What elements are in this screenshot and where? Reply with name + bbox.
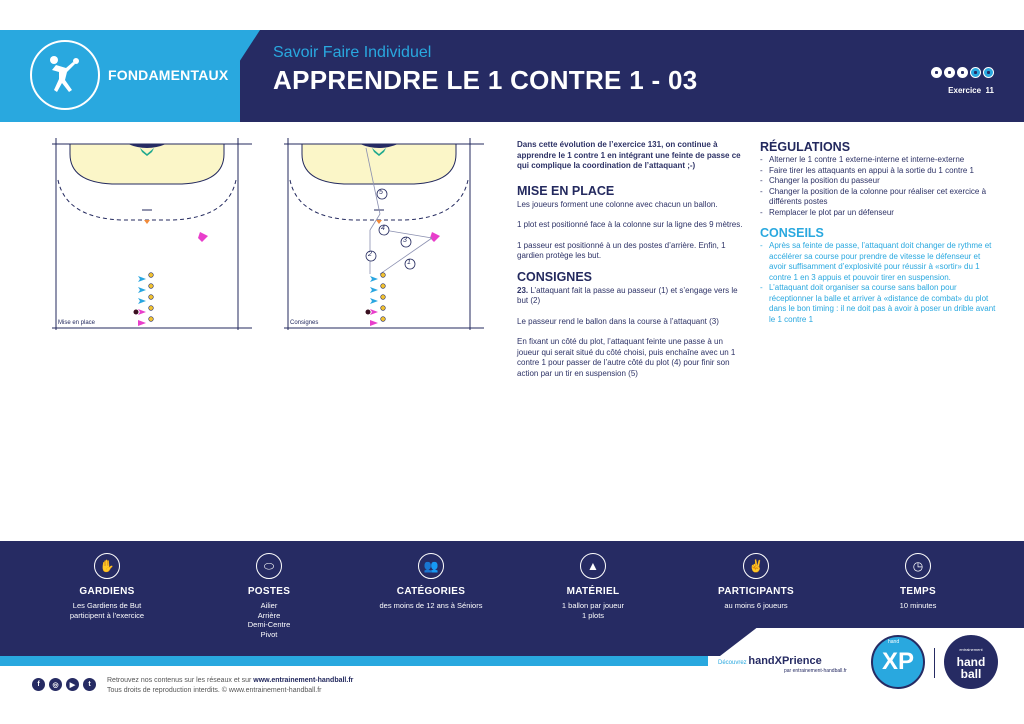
stopwatch-icon: ◷	[905, 553, 931, 579]
hb-logo-hand: hand	[956, 655, 986, 669]
info-line: au moins 6 joueurs	[724, 601, 788, 610]
path-number-4: 4	[381, 225, 385, 232]
info-line: Les Gardiens de But	[72, 601, 142, 610]
footer-copyright: Tous droits de reproduction interdits. © www.entrainement-handball.fr	[107, 687, 322, 694]
logo-separator	[934, 648, 935, 678]
instruction-text: L’attaquant fait la passe au passeur (1) et s’engage vers le but (2)	[517, 285, 738, 305]
hands-icon: ✌	[743, 553, 769, 579]
xp-logo-small: hand	[888, 639, 900, 645]
category-label: FONDAMENTAUX	[108, 67, 229, 83]
promo-by: par entrainement-handball.fr	[784, 668, 847, 674]
xp-logo-text: XP	[881, 648, 914, 675]
info-participants	[686, 553, 826, 611]
footer-line-1	[107, 677, 353, 684]
exercise-value: 11	[985, 86, 994, 95]
page-subtitle: Savoir Faire Individuel	[273, 44, 432, 61]
path-number-1: 1	[407, 259, 411, 266]
court-icon: ⬭	[256, 553, 282, 579]
info-label: TEMPS	[900, 586, 936, 597]
info-label: POSTES	[247, 586, 291, 597]
page-title: APPRENDRE LE 1 CONTRE 1 - 03	[273, 65, 698, 95]
instagram-icon[interactable]: ◎	[49, 678, 62, 691]
info-line: Arrière	[257, 610, 281, 620]
instructions-paragraph-3: En fixant un côté du plot, l’attaquant feinte une passe à un joueur qui serait situé du côté choisi, puis enchaîne avec un 1 contre 1 pour passer de l’autre côté du plot (4) pour finir son action par un tir en suspension (5)	[517, 337, 736, 378]
list-item: - Faire tirer les attaquants en appui à la sortie du 1 contre 1	[760, 166, 996, 177]
hb-logo-ball: ball	[960, 667, 982, 681]
diagram-label-setup: Mise en place	[58, 320, 96, 326]
right-column	[760, 140, 996, 325]
instructions-paragraph-1	[517, 286, 743, 307]
twitter-icon[interactable]: t	[83, 678, 96, 691]
people-icon: 👥	[418, 553, 444, 579]
path-number-5: 5	[379, 189, 383, 196]
list-item: - Alterner le 1 contre 1 externe-interne et interne-externe	[760, 155, 996, 166]
website-link[interactable]: www.entrainement-handball.fr	[253, 677, 354, 684]
info-line: des moins de 12 ans à Séniors	[379, 601, 483, 610]
regulations-list	[760, 155, 996, 218]
court-diagram-instructions	[284, 138, 484, 330]
diagram-label-instructions: Consignes	[290, 320, 319, 326]
setup-heading: MISE EN PLACE	[517, 183, 615, 198]
info-value	[37, 601, 177, 620]
ball-icon	[970, 67, 981, 78]
ball-icon	[944, 67, 955, 78]
info-line: 1 plots	[581, 610, 605, 620]
promo-discover: Découvrez	[718, 660, 747, 666]
info-value	[199, 601, 339, 639]
ball-icon	[983, 67, 994, 78]
info-line: Ailier	[260, 601, 278, 610]
info-equipment	[523, 553, 663, 620]
path-number-2: 2	[368, 251, 372, 258]
instruction-number: 23.	[517, 285, 529, 295]
info-line: Pivot	[260, 629, 278, 639]
handball-player-icon	[30, 40, 100, 110]
exercise-number	[948, 86, 994, 95]
info-positions	[199, 553, 339, 639]
info-label: PARTICIPANTS	[717, 586, 794, 597]
info-categories	[361, 553, 501, 611]
handball-logo[interactable]	[944, 635, 998, 689]
info-line: 1 ballon par joueur	[561, 601, 625, 610]
info-label: GARDIENS	[79, 586, 135, 597]
path-number-3: 3	[403, 237, 407, 244]
info-line: Demi-Centre	[247, 620, 291, 629]
info-value	[848, 601, 988, 611]
intro-text: Dans cette évolution de l’exercice 131, on continue à apprendre le 1 contre 1 en intégrant une feinte de passe ce qui complique la coordination de l’attaquant ;-)	[517, 140, 741, 170]
exercise-label: Exercice	[948, 86, 982, 95]
info-label: CATÉGORIES	[396, 586, 466, 597]
info-line: 10 minutes	[899, 601, 937, 610]
list-item: - Remplacer le plot par un défenseur	[760, 208, 996, 219]
hb-logo-top: entrainement	[959, 647, 983, 652]
instructions-paragraph-2: Le passeur rend le ballon dans la course à l’attaquant (3)	[517, 316, 719, 326]
regulations-heading: RÉGULATIONS	[760, 140, 851, 154]
list-item: - L’attaquant doit organiser sa course sans ballon pour réceptionner la balle et arriver à «distance de combat» du plot dans le bon timing : il ne doit pas à avoir à poser un drible avant le 1 contre 1	[760, 283, 996, 325]
footer-prefix: Retrouvez nos contenus sur les réseaux et sur	[107, 677, 254, 684]
ball-icon	[931, 67, 942, 78]
info-value	[361, 601, 501, 611]
cone-icon: ▲	[580, 553, 606, 579]
list-item: - Changer la position de la colonne pour réaliser cet exercice à différents postes	[760, 187, 996, 208]
info-label: MATÉRIEL	[566, 586, 620, 597]
court-diagram-setup	[52, 138, 252, 330]
youtube-icon[interactable]: ▶	[66, 678, 79, 691]
setup-paragraph-2: 1 plot est positionné face à la colonne sur la ligne des 9 mètres.	[517, 220, 743, 229]
setup-paragraph-1: Les joueurs forment une colonne avec chacun un ballon.	[517, 199, 718, 209]
info-value	[686, 601, 826, 611]
handxprience-promo[interactable]	[718, 655, 822, 667]
list-item: - Après sa feinte de passe, l’attaquant doit changer de rythme et accélérer sa course pour prendre de vitesse le défenseur et avoir suffisamment d’explosivité pour réussir à «sortir» du 1 contre 1 en 3 appuis et pouvoir tirer en suspension.	[760, 241, 996, 283]
info-value	[523, 601, 663, 620]
social-links	[32, 678, 96, 691]
ball-icon	[957, 67, 968, 78]
promo-brand: handXPrience	[748, 655, 822, 667]
setup-paragraph-3: 1 passeur est positionné à un des postes d’arrière. Enfin, 1 gardien protège les but.	[517, 240, 726, 260]
advice-heading: CONSEILS	[760, 226, 824, 240]
info-line: participent à l’exercice	[69, 610, 145, 620]
facebook-icon[interactable]: f	[32, 678, 45, 691]
info-goalkeepers	[37, 553, 177, 620]
list-item: - Changer la position du passeur	[760, 176, 996, 187]
middle-column	[517, 140, 743, 379]
instructions-heading: CONSIGNES	[517, 269, 593, 284]
info-time	[848, 553, 988, 611]
goalkeeper-icon: ✋	[94, 553, 120, 579]
advice-list	[760, 241, 996, 325]
difficulty-rating	[931, 67, 994, 78]
